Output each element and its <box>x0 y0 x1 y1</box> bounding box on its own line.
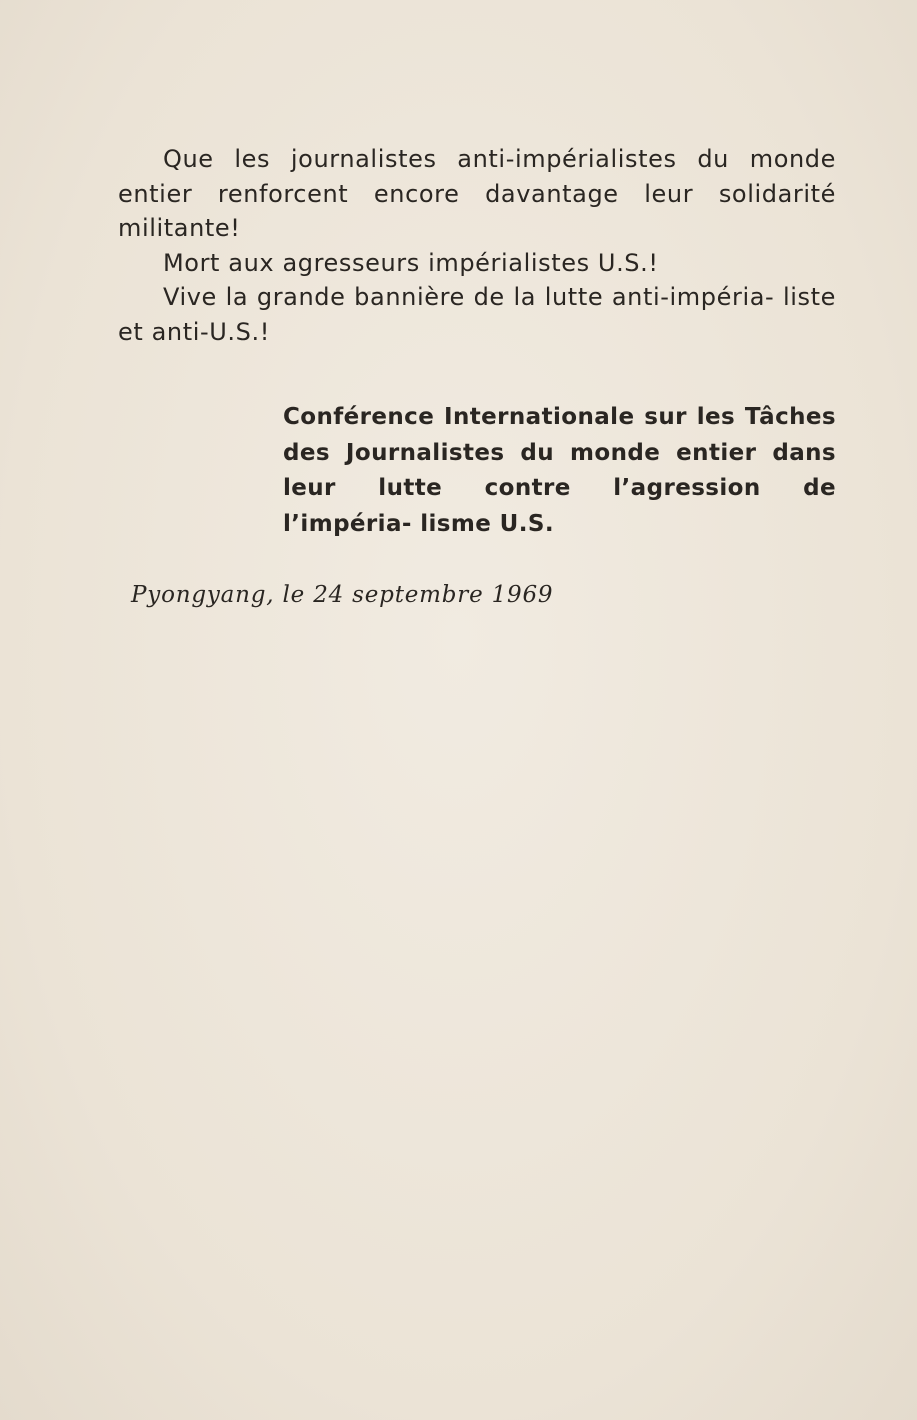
conference-signature <box>283 400 836 542</box>
slogan-death-to-aggressors: Mort aux agresseurs impérialistes U.S.! <box>163 248 659 277</box>
closing-slogans <box>118 142 836 349</box>
date-line: Pyongyang, le 24 septembre 1969 <box>131 582 554 608</box>
slogan-great-banner: Vive la grande bannière de la lutte anti-impéria- liste et anti-U.S.! <box>118 283 836 346</box>
slogan-solidarity: Que les journalistes anti-impérialistes du monde entier renforcent encore davantage leur solidarité militante! <box>118 145 836 242</box>
signature-text: Conférence Internationale sur les Tâches des Journalistes du monde entier dans leur lutte contre l’agression de l’impéria- lisme U.S. <box>283 404 836 537</box>
